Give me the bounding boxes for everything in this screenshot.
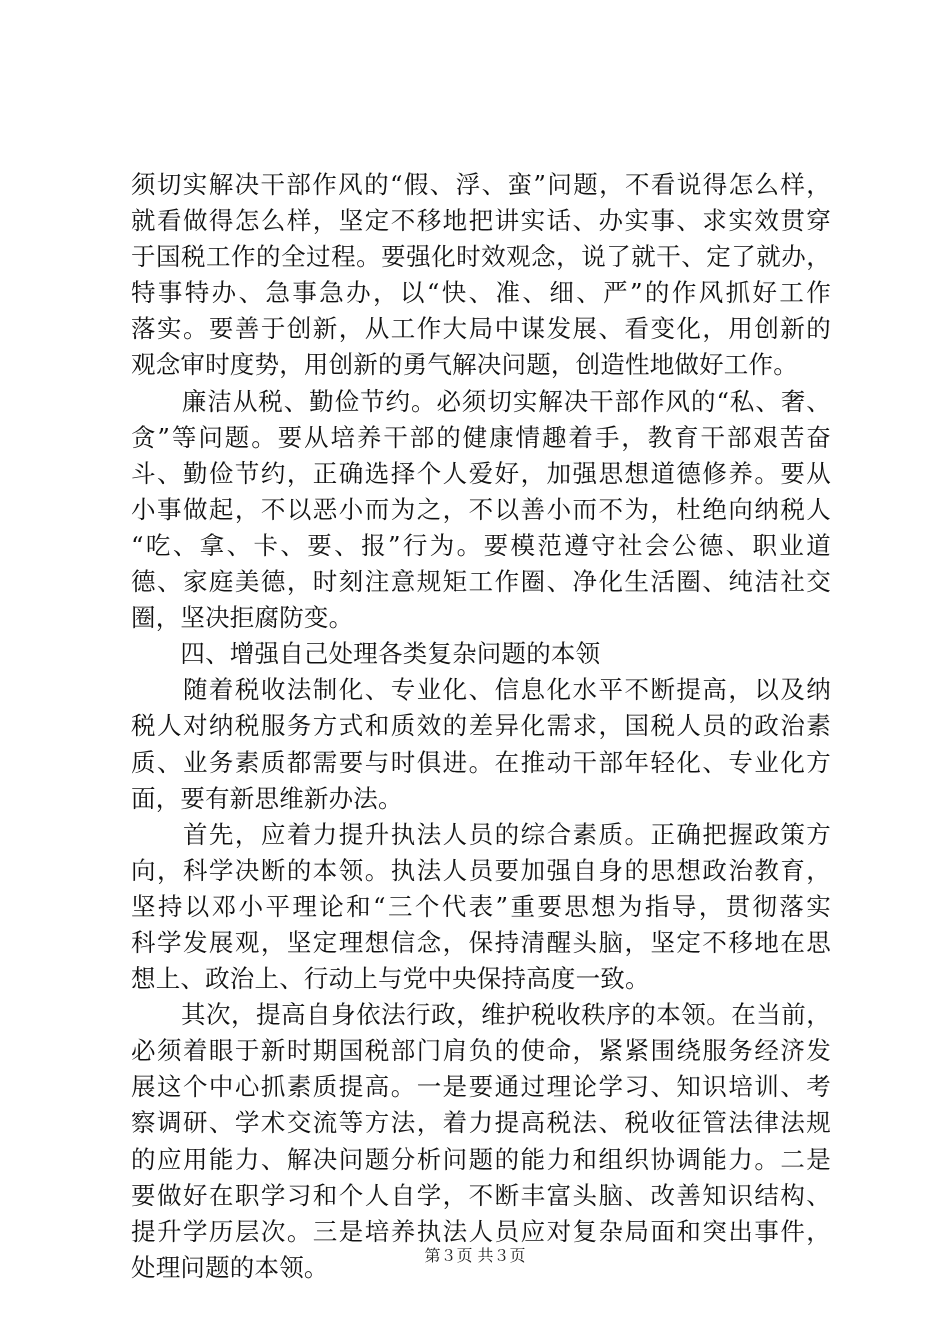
text-line: 就看做得怎么样，坚定不移地把讲实话、办实事、求实效贯穿 [131,206,831,236]
text-line: 必须着眼于新时期国税部门肩负的使命，紧紧围绕服务经济发 [131,1036,831,1066]
text-line: 斗、勤俭节约，正确选择个人爱好，加强思想道德修养。要从 [131,458,831,488]
text-line: 想上、政治上、行动上与党中央保持高度一致。 [131,964,650,994]
text-line: 质、业务素质都需要与时俱进。在推动干部年轻化、专业化方 [131,747,831,777]
text-line: 首先，应着力提升执法人员的综合素质。正确把握政策方 [131,819,831,849]
text-line: 小事做起，不以恶小而为之，不以善小而不为，杜绝向纳税人 [131,494,831,524]
text-line: 向，科学决断的本领。执法人员要加强自身的思想政治教育， [131,855,831,885]
text-line: 税人对纳税服务方式和质效的差异化需求，国税人员的政治素 [131,711,831,741]
text-line: 的应用能力、解决问题分析问题的能力和组织协调能力。二是 [131,1144,831,1174]
text-line: 处理问题的本领。 [131,1252,329,1282]
text-line: 随着税收法制化、专业化、信息化水平不断提高，以及纳 [131,675,831,705]
text-line: 贪”等问题。要从培养干部的健康情趣着手，教育干部艰苦奋 [131,422,831,452]
text-line: 于国税工作的全过程。要强化时效观念，说了就干、定了就办， [131,242,831,272]
text-line: 观念审时度势，用创新的勇气解决问题，创造性地做好工作。 [131,350,798,380]
page-number: 第３页 共３页 [424,1246,526,1265]
text-line: 廉洁从税、勤俭节约。必须切实解决干部作风的“私、奢、 [131,386,831,416]
body-text [131,167,831,1286]
text-line: 落实。要善于创新，从工作大局中谋发展、看变化，用创新的 [131,314,831,344]
text-line: 德、家庭美德，时刻注意规矩工作圈、净化生活圈、纯洁社交 [131,567,831,597]
text-line: 察调研、学术交流等方法，着力提高税法、税收征管法律法规 [131,1108,831,1138]
text-line: 须切实解决干部作风的“假、浮、蛮”问题，不看说得怎么样， [131,170,831,199]
text-line: 面，要有新思维新办法。 [131,783,403,813]
text-line: 圈，坚决拒腐防变。 [131,603,354,633]
text-line: “吃、拿、卡、要、报”行为。要模范遵守社会公德、职业道 [131,530,831,560]
text-line: 要做好在职学习和个人自学，不断丰富头脑、改善知识结构、 [131,1180,831,1210]
text-line: 特事特办、急事急办，以“快、准、细、严”的作风抓好工作 [131,278,831,308]
section-heading: 四、增强自己处理各类复杂问题的本领 [131,639,601,669]
text-line: 坚持以邓小平理论和“三个代表”重要思想为指导，贯彻落实 [131,891,831,921]
text-line: 提升学历层次。三是培养执法人员应对复杂局面和突出事件， [131,1216,831,1246]
text-line: 展这个中心抓素质提高。一是要通过理论学习、知识培训、考 [131,1072,831,1102]
page-footer [0,1246,950,1266]
text-line: 其次，提高自身依法行政，维护税收秩序的本领。在当前， [131,1000,831,1030]
text-line: 科学发展观，坚定理想信念，保持清醒头脑，坚定不移地在思 [131,927,831,957]
